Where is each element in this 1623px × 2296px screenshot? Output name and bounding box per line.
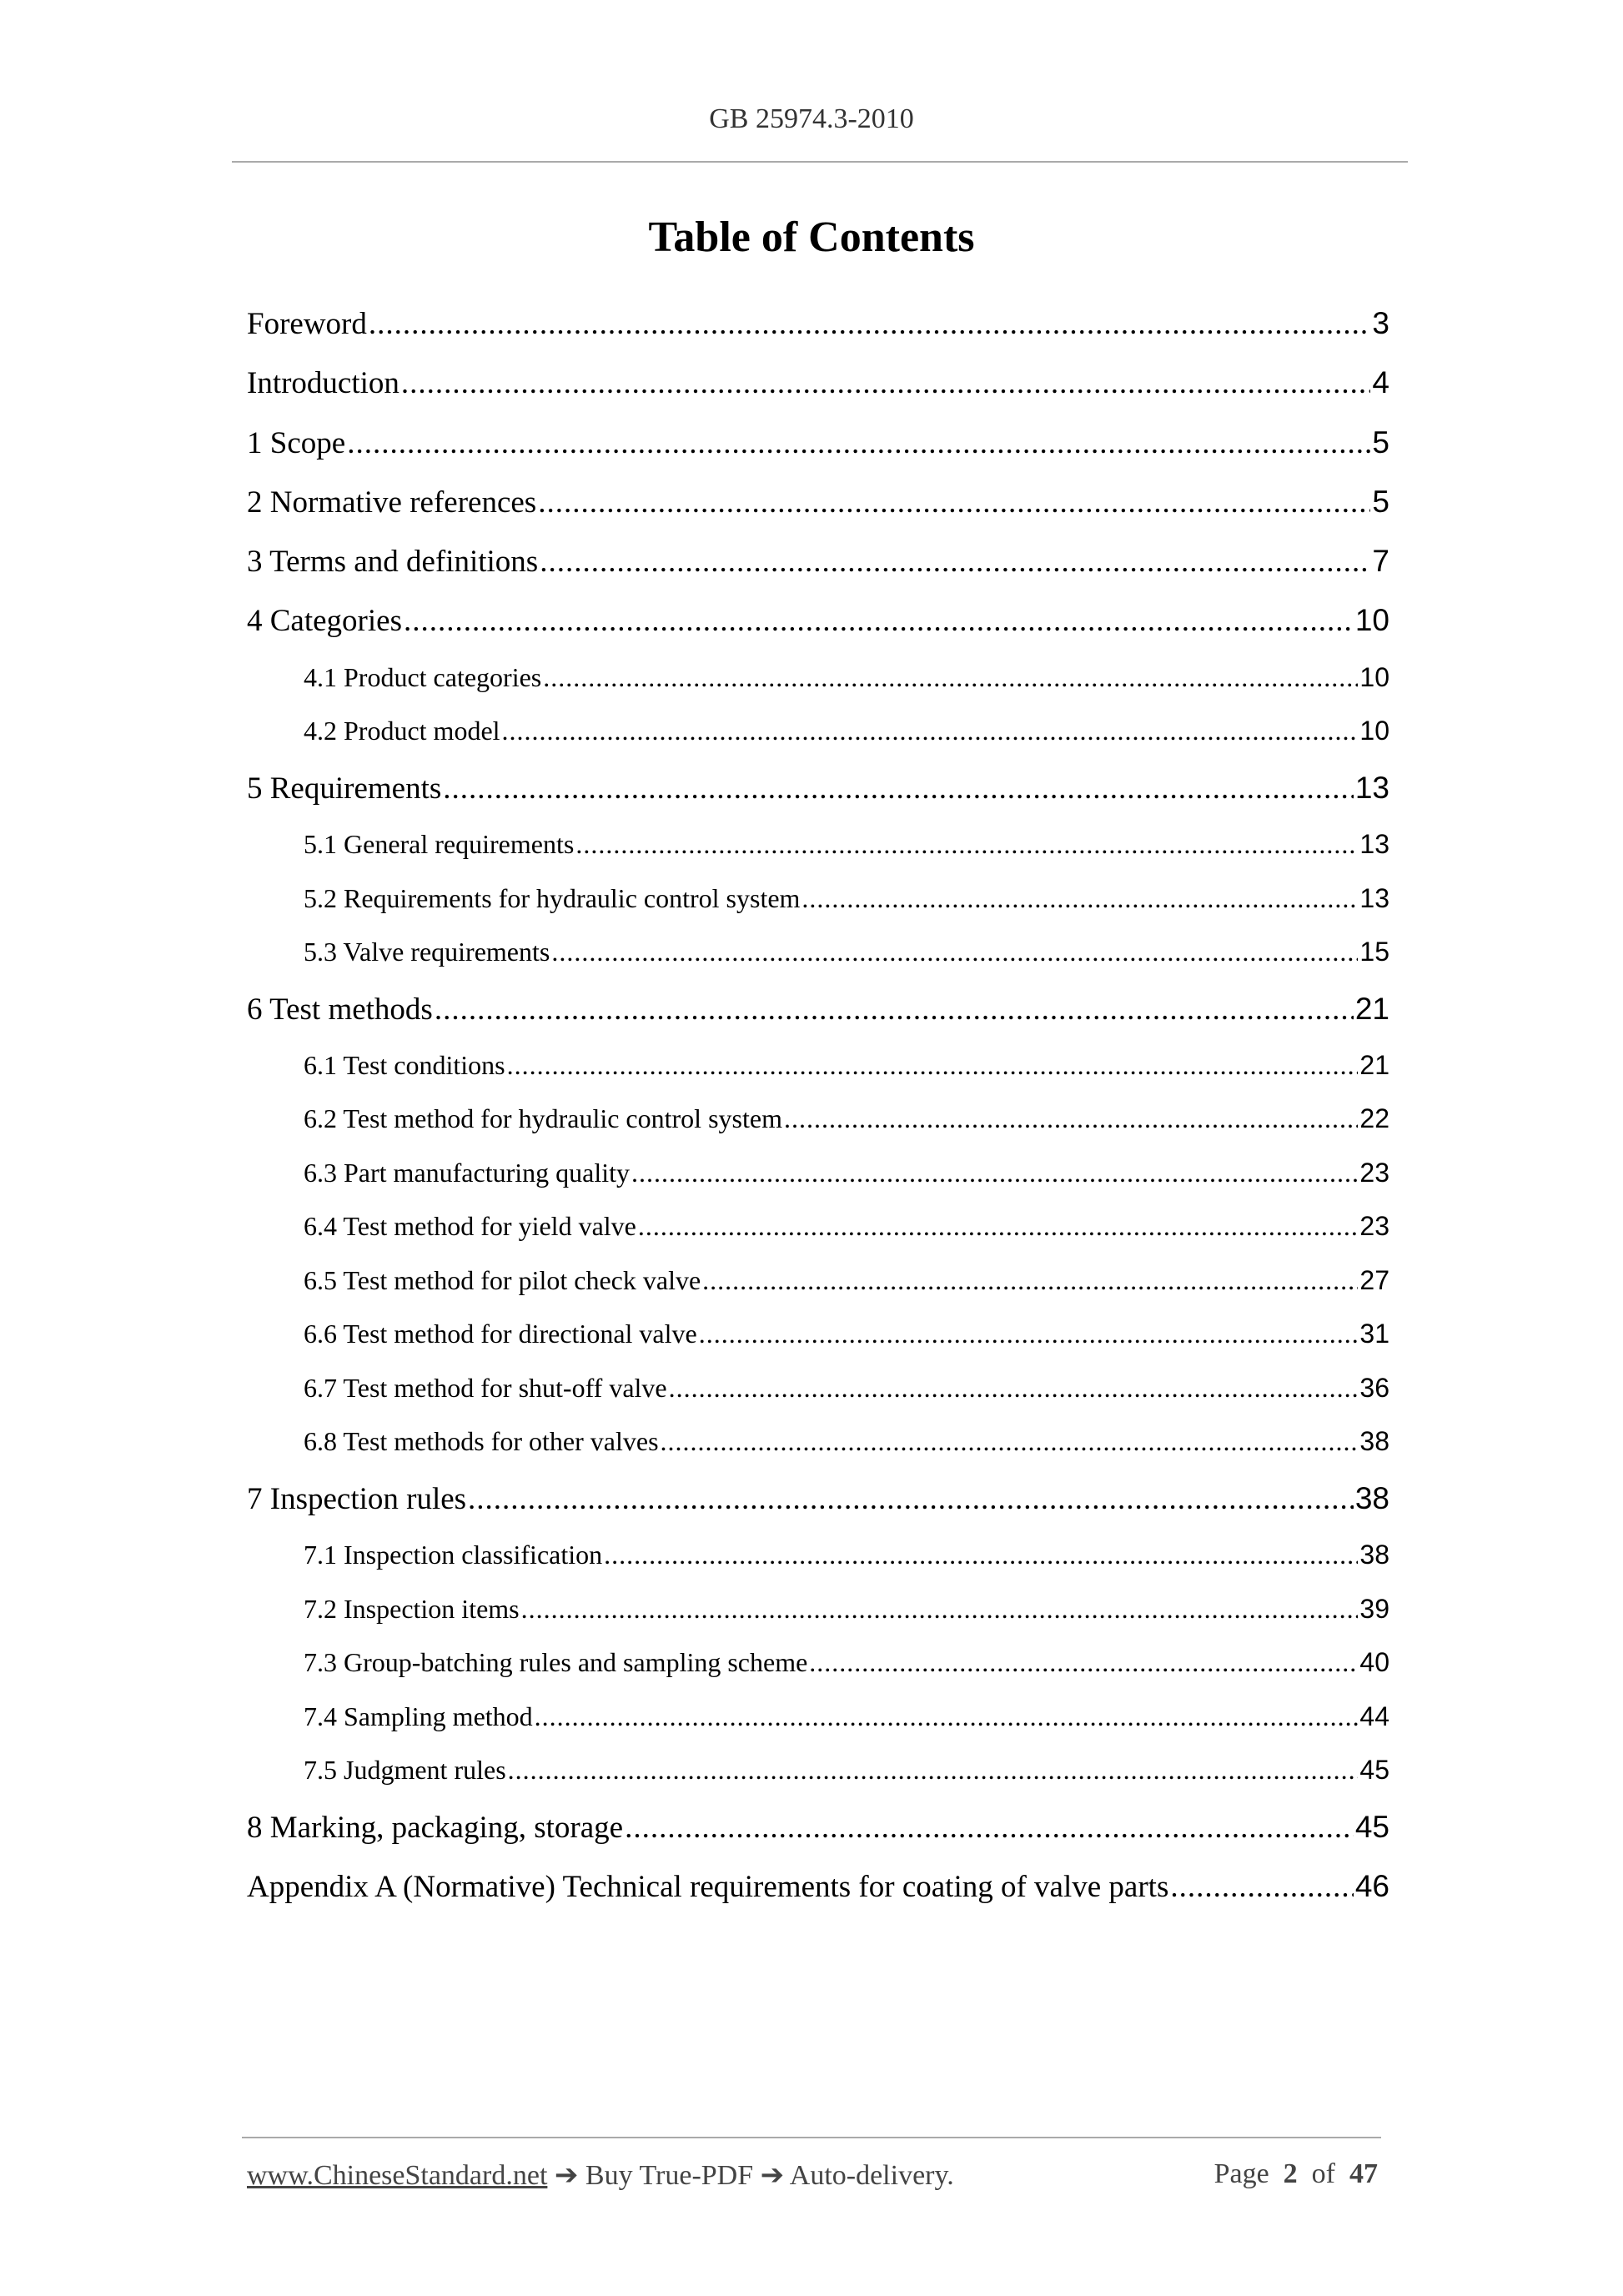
toc-dot-leader	[809, 1635, 1358, 1690]
buy-true-pdf-text: Buy True-PDF	[585, 2160, 754, 2191]
toc-dot-leader	[404, 591, 1354, 651]
running-header	[0, 103, 1623, 135]
toc-page-number: 39	[1359, 1593, 1389, 1624]
toc-dot-leader	[538, 473, 1370, 532]
toc-entry[interactable]	[247, 531, 1389, 590]
toc-dot-leader	[543, 651, 1358, 705]
toc-page-number: 38	[1359, 1426, 1389, 1457]
toc-dot-leader	[535, 1690, 1359, 1744]
toc-entry-title: 7.4 Sampling method	[304, 1701, 533, 1731]
toc-entry-title: Foreword	[247, 307, 367, 341]
toc-dot-leader	[401, 354, 1371, 413]
toc-page-number: 23	[1359, 1211, 1389, 1242]
toc-dot-leader	[702, 1254, 1358, 1308]
toc-entry-title: Appendix A (Normative) Technical requirements for coating of valve parts	[247, 1869, 1169, 1904]
toc-entry-title: 6.8 Test methods for other valves	[304, 1426, 659, 1457]
toc-entry-title: 1 Scope	[247, 425, 346, 460]
toc-subentry[interactable]	[247, 651, 1389, 705]
toc-entry-title: 5 Requirements	[247, 771, 442, 806]
toc-dot-leader	[631, 1146, 1358, 1200]
toc-entry-title: 6.4 Test method for yield valve	[304, 1211, 636, 1242]
page-total: 47	[1349, 2158, 1378, 2189]
toc-subentry[interactable]	[247, 1199, 1389, 1254]
page-title: Table of Contents	[648, 214, 975, 261]
toc-entry-title: 6.3 Part manufacturing quality	[304, 1157, 631, 1188]
arrow-icon: ➔	[554, 2160, 579, 2191]
toc-dot-leader	[604, 1528, 1358, 1582]
toc-entry-title: 6.2 Test method for hydraulic control system	[304, 1103, 782, 1134]
toc-dot-leader	[347, 414, 1370, 473]
toc-subentry[interactable]	[247, 1528, 1389, 1582]
toc-page-number: 10	[1359, 661, 1389, 692]
toc-entry[interactable]	[247, 1797, 1389, 1856]
header-divider	[232, 161, 1408, 163]
toc-dot-leader	[435, 980, 1354, 1039]
toc-dot-leader	[502, 704, 1359, 758]
toc-entry-title: 8 Marking, packaging, storage	[247, 1810, 624, 1845]
toc-entry-title: 6.7 Test method for shut-off valve	[304, 1372, 667, 1403]
toc-entry-title: 2 Normative references	[247, 485, 537, 520]
toc-subentry[interactable]	[247, 1743, 1389, 1797]
toc-page-number: 21	[1359, 1049, 1389, 1080]
toc-dot-leader	[801, 872, 1358, 926]
toc-dot-leader	[625, 1798, 1354, 1857]
footer-divider	[242, 2137, 1381, 2138]
toc-subentry[interactable]	[247, 1690, 1389, 1744]
toc-dot-leader	[784, 1092, 1358, 1146]
website-link[interactable]: www.ChineseStandard.net	[247, 2160, 548, 2191]
toc-entry-title: 7.2 Inspection items	[304, 1593, 520, 1624]
toc-entry[interactable]	[247, 979, 1389, 1038]
toc-page-number: 36	[1359, 1372, 1389, 1403]
toc-entry-title: 5.2 Requirements for hydraulic control system	[304, 882, 801, 913]
toc-page-number: 44	[1359, 1701, 1389, 1731]
toc-entry-title: 4.2 Product model	[304, 716, 500, 746]
toc-subentry[interactable]	[247, 1307, 1389, 1361]
toc-entry-title: 7.5 Judgment rules	[304, 1755, 506, 1786]
toc-page-number: 23	[1359, 1157, 1389, 1188]
toc-page-number: 4	[1372, 365, 1389, 400]
table-of-contents	[247, 294, 1389, 1916]
arrow-icon: ➔	[760, 2160, 785, 2191]
page-number	[1214, 2158, 1378, 2190]
toc-entry[interactable]	[247, 1469, 1389, 1528]
toc-page-number: 10	[1359, 716, 1389, 746]
toc-dot-leader	[1170, 1857, 1354, 1917]
toc-entry-title: 6.1 Test conditions	[304, 1049, 505, 1080]
toc-dot-leader	[443, 759, 1354, 818]
toc-dot-leader	[575, 817, 1358, 872]
toc-entry-title: 7.1 Inspection classification	[304, 1540, 603, 1570]
toc-page-number: 22	[1359, 1103, 1389, 1134]
toc-dot-leader	[369, 294, 1371, 354]
toc-page-number: 31	[1359, 1319, 1389, 1349]
toc-entry[interactable]	[247, 590, 1389, 650]
toc-dot-leader	[540, 532, 1370, 591]
toc-entry-title: 4.1 Product categories	[304, 661, 542, 692]
toc-page-number: 7	[1372, 544, 1389, 579]
toc-entry[interactable]	[247, 758, 1389, 817]
toc-entry-title: 7.3 Group-batching rules and sampling scheme	[304, 1647, 808, 1678]
toc-page-number: 10	[1354, 603, 1389, 638]
toc-page-number: 40	[1359, 1647, 1389, 1678]
toc-dot-leader	[551, 925, 1358, 979]
toc-entry[interactable]	[247, 413, 1389, 472]
toc-dot-leader	[661, 1414, 1359, 1469]
toc-dot-leader	[699, 1307, 1359, 1361]
toc-dot-leader	[669, 1361, 1359, 1415]
toc-dot-leader	[468, 1470, 1354, 1529]
toc-dot-leader	[508, 1743, 1359, 1797]
toc-page-number: 45	[1359, 1755, 1389, 1786]
toc-subentry[interactable]	[247, 1038, 1389, 1093]
toc-page-number: 46	[1354, 1868, 1389, 1903]
toc-subentry[interactable]	[247, 1582, 1389, 1636]
toc-entry-title: 6 Test methods	[247, 992, 433, 1027]
toc-entry-title: 7 Inspection rules	[247, 1481, 467, 1516]
toc-page-number: 3	[1372, 306, 1389, 340]
toc-subentry[interactable]	[247, 1146, 1389, 1200]
toc-entry-title: 4 Categories	[247, 604, 402, 639]
page-current: 2	[1283, 2158, 1298, 2189]
toc-subentry[interactable]	[247, 1092, 1389, 1146]
toc-page-number: 5	[1372, 425, 1389, 460]
toc-page-number: 15	[1359, 937, 1389, 967]
toc-subentry[interactable]	[247, 1414, 1389, 1469]
header-doc-id: GB 25974.3-2010	[709, 103, 914, 134]
footer-promo	[247, 2158, 954, 2192]
toc-dot-leader	[638, 1199, 1359, 1254]
auto-delivery-text: Auto-delivery.	[789, 2160, 954, 2191]
toc-entry-title: Introduction	[247, 366, 399, 401]
toc-subentry[interactable]	[247, 1254, 1389, 1308]
page-of-label: of	[1311, 2158, 1335, 2189]
toc-page-number: 13	[1354, 770, 1389, 805]
toc-page-number: 13	[1359, 882, 1389, 913]
toc-entry[interactable]	[247, 294, 1389, 353]
toc-subentry[interactable]	[247, 817, 1389, 872]
toc-page-number: 5	[1372, 484, 1389, 519]
toc-entry[interactable]	[247, 1856, 1389, 1916]
toc-page-number: 21	[1354, 991, 1389, 1026]
toc-entry-title: 5.1 General requirements	[304, 829, 575, 860]
page-label: Page	[1213, 2158, 1269, 2189]
toc-entry[interactable]	[247, 353, 1389, 412]
toc-page-number: 45	[1354, 1809, 1389, 1844]
toc-entry[interactable]	[247, 472, 1389, 531]
toc-dot-leader	[521, 1582, 1359, 1636]
toc-page-number: 13	[1359, 829, 1389, 860]
toc-entry-title: 5.3 Valve requirements	[304, 937, 550, 967]
toc-page-number: 38	[1359, 1540, 1389, 1570]
toc-subentry[interactable]	[247, 872, 1389, 926]
toc-subentry[interactable]	[247, 1361, 1389, 1415]
toc-subentry[interactable]	[247, 925, 1389, 979]
toc-dot-leader	[507, 1038, 1359, 1093]
toc-page-number: 38	[1354, 1480, 1389, 1515]
toc-subentry[interactable]	[247, 1635, 1389, 1690]
toc-entry-title: 6.6 Test method for directional valve	[304, 1319, 697, 1349]
toc-page-number: 27	[1359, 1264, 1389, 1295]
toc-entry-title: 6.5 Test method for pilot check valve	[304, 1264, 701, 1295]
toc-entry-title: 3 Terms and definitions	[247, 545, 539, 580]
toc-subentry[interactable]	[247, 704, 1389, 758]
